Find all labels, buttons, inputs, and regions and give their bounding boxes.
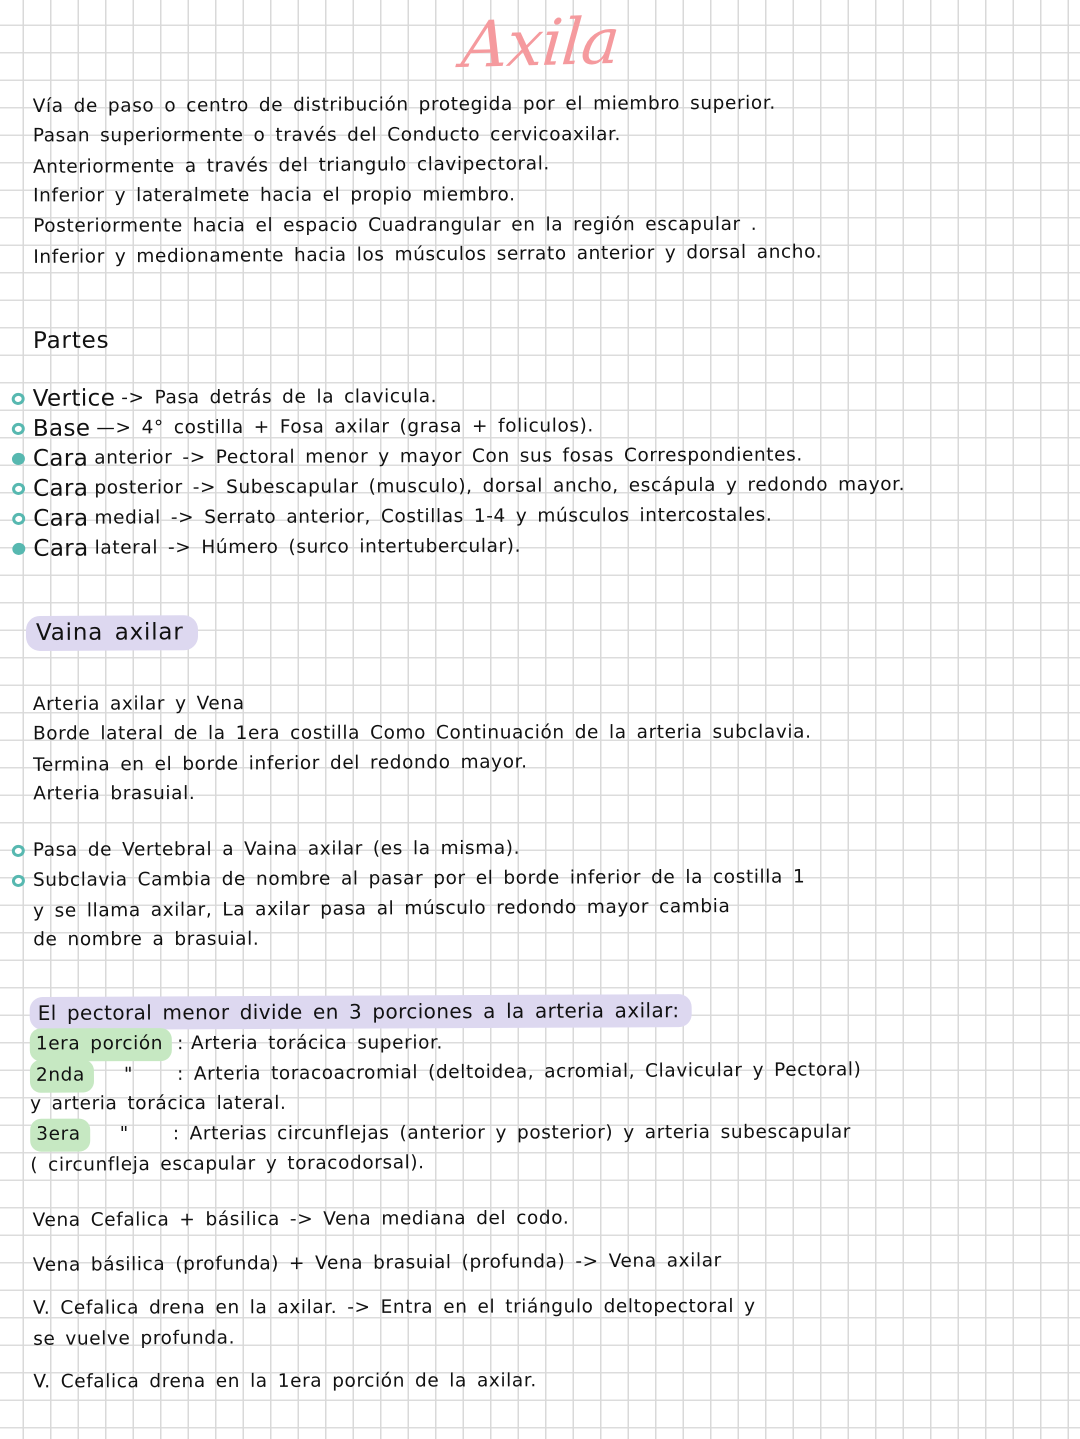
porcion-label: 3era bbox=[30, 1118, 90, 1151]
vena-line: V. Cefalica drena en la axilar. -> Entra en el triángulo deltopectoral y bbox=[33, 1295, 756, 1319]
list-item-text: Pasa de Vertebral a Vaina axilar (es la misma). bbox=[32, 837, 521, 861]
porciones-block bbox=[30, 991, 1080, 1180]
list-item bbox=[8, 831, 1080, 866]
list-item bbox=[8, 439, 1080, 474]
porciones-heading-wrap bbox=[30, 991, 1080, 1030]
list-item bbox=[8, 379, 1080, 414]
porcion-continuation: ( circunfleja escapular y toracodorsal). bbox=[30, 1152, 425, 1176]
porcion-text: Arteria toracoacromial (deltoidea, acromial, Clavicular y Pectoral) bbox=[193, 1059, 862, 1085]
spacer bbox=[0, 650, 1080, 690]
list-item-text: posterior -> Subescapular (musculo), dorsal ancho, escápula y redondo mayor. bbox=[94, 474, 906, 499]
vaina-line: Arteria axilar y Vena bbox=[32, 693, 245, 716]
intro-block bbox=[33, 87, 1080, 272]
section-heading-vaina-wrap bbox=[26, 611, 1080, 650]
spacer bbox=[0, 272, 1080, 324]
list-item-keyword: Cara bbox=[33, 475, 89, 502]
vaina-bullets bbox=[0, 831, 1080, 956]
vena-line: se vuelve profunda. bbox=[33, 1327, 236, 1350]
porcion-ditto-mark: " bbox=[123, 1064, 134, 1086]
porcion-row bbox=[30, 1054, 1080, 1091]
porcion-separator: : bbox=[176, 1063, 184, 1085]
list-item bbox=[8, 529, 1080, 564]
list-item-text: medial -> Serrato anterior, Costillas 1-4 y músculos intercostales. bbox=[94, 504, 773, 529]
vena-line: Vena Cefalica + básilica -> Vena mediana del codo. bbox=[32, 1207, 570, 1232]
vaina-continuation-line: de nombre a brasuial. bbox=[33, 928, 260, 951]
porcion-label: 2nda bbox=[30, 1059, 94, 1092]
page-title: Axila bbox=[458, 4, 622, 84]
bullet-solid-icon bbox=[11, 452, 26, 466]
list-item-keyword: Vertice bbox=[32, 385, 116, 412]
bullet-donut-icon bbox=[11, 482, 26, 496]
list-item-text: anterior -> Pectoral menor y mayor Con sus fosas Correspondientes. bbox=[94, 444, 803, 469]
list-item-text: Subclavia Cambia de nombre al pasar por el borde inferior de la costilla 1 bbox=[32, 866, 806, 891]
spacer bbox=[0, 956, 1080, 996]
intro-line: Inferior y medionamente hacia los músculos serrato anterior y dorsal ancho. bbox=[33, 241, 823, 268]
list-item-keyword: Cara bbox=[32, 445, 89, 472]
vena-line: Vena básilica (profunda) + Vena brasuial (profunda) -> Vena axilar bbox=[32, 1250, 722, 1276]
vaina-line: Termina en el borde inferior del redondo mayor. bbox=[32, 751, 528, 776]
bullet-solid-icon bbox=[11, 542, 26, 556]
page-title-wrap bbox=[0, 0, 1080, 92]
list-item bbox=[8, 499, 1080, 534]
porciones-heading: El pectoral menor divide en 3 porciones a la arteria axilar: bbox=[30, 994, 692, 1030]
list-item-text: lateral -> Húmero (surco intertubercular). bbox=[94, 535, 522, 559]
intro-line: Inferior y lateralmete hacia el propio miembro. bbox=[33, 184, 516, 207]
vena-line: V. Cefalica drena en la 1era porción de la axilar. bbox=[33, 1370, 537, 1393]
porcion-separator: : bbox=[177, 1033, 184, 1055]
porcion-ditto-mark: " bbox=[119, 1123, 129, 1145]
list-item-text: —> 4° costilla + Fosa axilar (grasa + foliculos). bbox=[96, 415, 594, 439]
porcion-text: Arteria torácica superior. bbox=[190, 1032, 444, 1055]
list-item-keyword: Base bbox=[32, 415, 91, 442]
venas-block bbox=[33, 1201, 1080, 1398]
bullet-donut-icon bbox=[11, 844, 26, 858]
vaina-line: Arteria brasuial. bbox=[33, 783, 196, 805]
intro-line: Vía de paso o centro de distribución protegida por el miembro superior. bbox=[32, 92, 776, 118]
vaina-lines bbox=[33, 685, 1080, 810]
bullet-donut-icon bbox=[11, 512, 26, 526]
list-item-keyword: Cara bbox=[33, 505, 89, 532]
vaina-line: Borde lateral de la 1era costilla Como Continuación de la arteria subclavia. bbox=[32, 721, 812, 745]
list-item bbox=[8, 469, 1080, 504]
intro-line: Anteriormente a través del triangulo clavipectoral. bbox=[32, 153, 550, 178]
porcion-separator: : bbox=[172, 1123, 180, 1145]
porcion-text: Arterias circunflejas (anterior y posterior) y arteria subescapular bbox=[189, 1121, 852, 1145]
intro-line: Pasan superiormente o través del Conducto cervicoaxilar. bbox=[32, 124, 622, 147]
list-item-text: -> Pasa detrás de la clavicula. bbox=[121, 386, 438, 409]
intro-line: Posteriormente hacia el espacio Cuadrangular en la región escapular . bbox=[33, 213, 758, 237]
list-item bbox=[8, 409, 1080, 444]
vaina-heading-wrap bbox=[26, 611, 1080, 650]
section-heading-vaina: Vaina axilar bbox=[26, 615, 198, 651]
bullet-donut-icon bbox=[11, 422, 26, 436]
partes-list bbox=[0, 379, 1080, 564]
list-item-keyword: Cara bbox=[33, 535, 89, 562]
partes-section bbox=[33, 319, 1080, 358]
bullet-donut-icon bbox=[11, 392, 26, 406]
bullet-donut-icon bbox=[11, 874, 26, 888]
vaina-continuation-line: y se llama axilar, La axilar pasa al músculo redondo mayor cambia bbox=[32, 895, 731, 922]
porcion-label: 1era porción bbox=[30, 1028, 172, 1061]
porcion-continuation: y arteria torácica lateral. bbox=[30, 1092, 287, 1115]
section-heading-partes: Partes bbox=[32, 327, 110, 354]
spacer bbox=[0, 564, 1080, 616]
